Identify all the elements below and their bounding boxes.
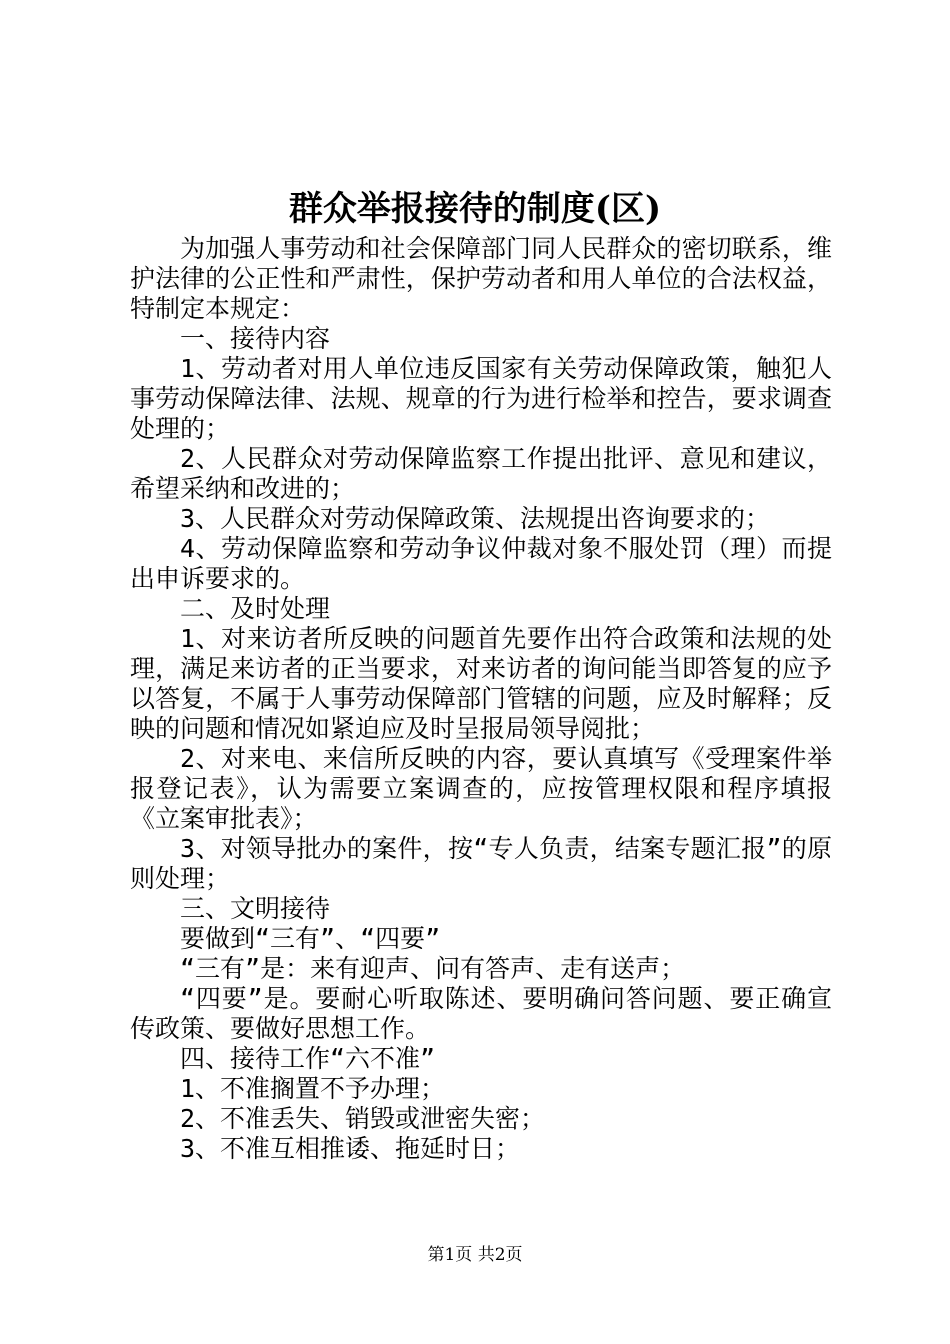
paragraph: 3、不准互相推诿、拖延时日； [180, 1134, 521, 1163]
paragraph: 2、对来电、来信所反映的内容，要认真填写《受理案件举报登记表》，认为需要立案调查的，应按管理权限和程序填报《立案审批表》； [130, 744, 832, 833]
paragraph: “三有”是：来有迎声、问有答声、走有送声； [180, 954, 686, 983]
document-title: 群众举报接待的制度(区) [288, 189, 662, 229]
paragraph: 1、对来访者所反映的问题首先要作出符合政策和法规的处理，满足来访者的正当要求，对来访者的询问能当即答复的应予以答复，不属于人事劳动保障部门管辖的问题，应及时解释；反映的问题和情况如紧迫应及时呈报局领导阅批； [130, 624, 832, 743]
paragraph: “四要”是。要耐心听取陈述、要明确问答问题、要正确宣传政策、要做好思想工作。 [130, 984, 832, 1043]
paragraph: 1、劳动者对用人单位违反国家有关劳动保障政策，触犯人事劳动保障法律、法规、规章的行为进行检举和控告，要求调查处理的； [130, 354, 832, 443]
paragraph-intro: 为加强人事劳动和社会保障部门同人民群众的密切联系，维护法律的公正性和严肃性，保护劳动者和用人单位的合法权益，特制定本规定： [130, 234, 832, 323]
paragraph: 3、对领导批办的案件，按“专人负责，结案专题汇报”的原则处理； [130, 834, 832, 893]
section-heading-2: 二、及时处理 [180, 594, 331, 623]
paragraph: 3、人民群众对劳动保障政策、法规提出咨询要求的； [180, 504, 771, 533]
section-heading-3: 三、文明接待 [180, 894, 331, 923]
section-heading-4: 四、接待工作“六不准” [180, 1044, 436, 1073]
paragraph: 4、劳动保障监察和劳动争议仲裁对象不服处罚（理）而提出申诉要求的。 [130, 534, 832, 593]
page-footer: 第1页 共2页 [427, 1245, 523, 1265]
paragraph: 2、不准丢失、销毁或泄密失密； [180, 1104, 546, 1133]
paragraph: 要做到“三有”、“四要” [180, 924, 441, 953]
document-body [130, 234, 832, 1164]
paragraph: 1、不准搁置不予办理； [180, 1074, 446, 1103]
paragraph: 2、人民群众对劳动保障监察工作提出批评、意见和建议，希望采纳和改进的； [130, 444, 832, 503]
section-heading-1: 一、接待内容 [180, 324, 331, 353]
